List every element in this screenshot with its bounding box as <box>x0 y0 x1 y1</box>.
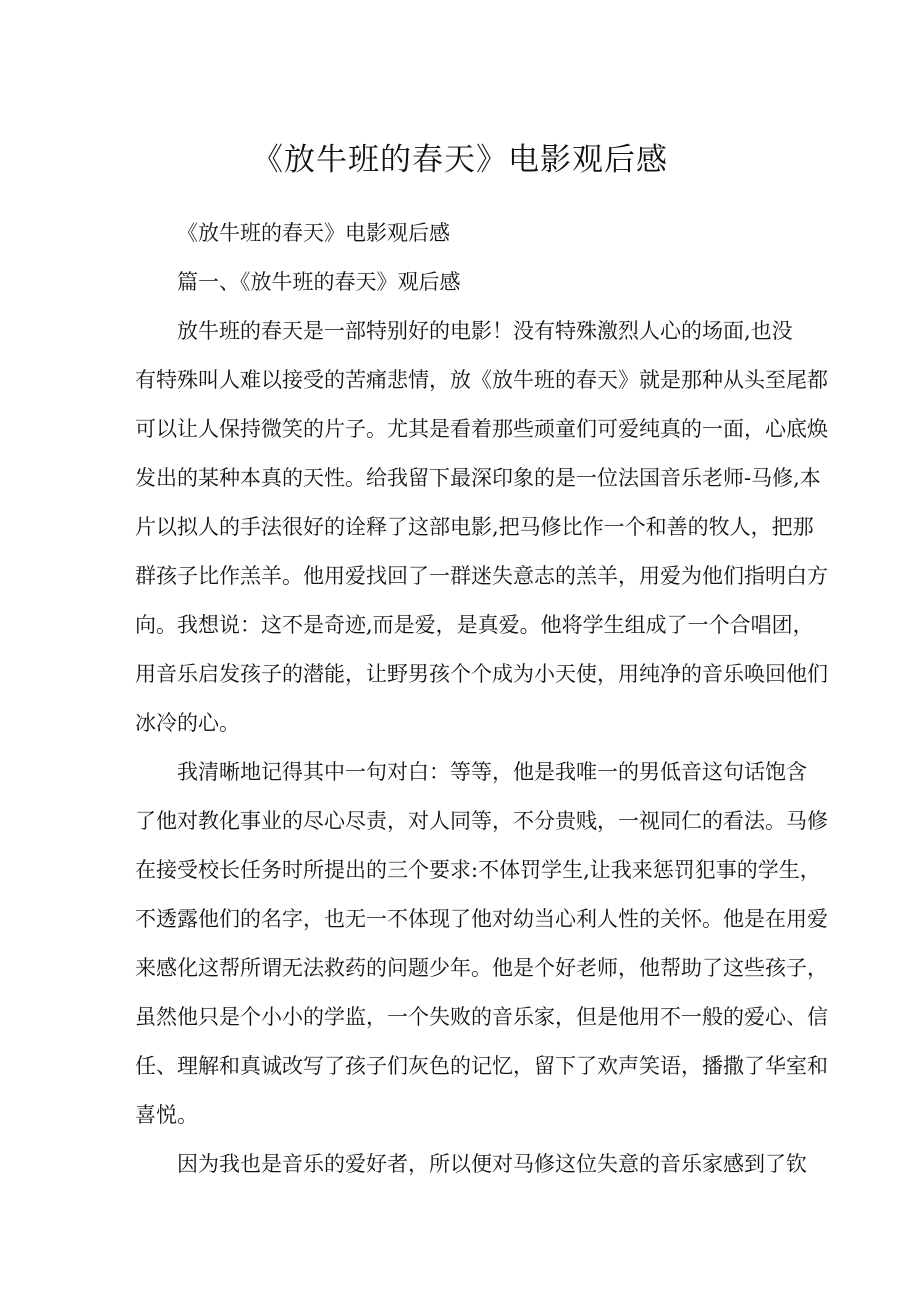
section-heading: 篇一、《放牛班的春天》观后感 <box>177 270 461 294</box>
paragraph-line: 来感化这帮所谓无法救药的问题少年。他是个好老师，他帮助了这些孩子， <box>135 956 828 980</box>
paragraph-line: 发出的某种本真的天性。给我留下最深印象的是一位法国音乐老师-马修,本 <box>135 466 821 490</box>
paragraph-line: 放牛班的春天是一部特别好的电影！没有特殊激烈人心的场面,也没 <box>177 319 793 343</box>
paragraph-line: 在接受校长任务时所提出的三个要求:不体罚学生,让我来惩罚犯事的学生， <box>135 858 821 882</box>
paragraph-line: 片以拟人的手法很好的诠释了这部电影,把马修比作一个和善的牧人，把那 <box>135 515 814 539</box>
paragraph-line: 群孩子比作羔羊。他用爱找回了一群迷失意志的羔羊，用爱为他们指明白方 <box>135 564 828 588</box>
paragraph-line: 可以让人保持微笑的片子。尤其是看着那些顽童们可爱纯真的一面，心底焕 <box>135 417 828 441</box>
paragraph-line: 我清晰地记得其中一句对白：等等，他是我唯一的男低音这句话饱含 <box>177 760 807 784</box>
paragraph-line: 冰冷的心。 <box>135 711 240 735</box>
paragraph-line: 喜悦。 <box>135 1103 198 1127</box>
document-title: 《放牛班的春天》电影观后感 <box>252 142 668 178</box>
paragraph-line: 不透露他们的名字，也无一不体现了他对幼当心利人性的关怀。他是在用爱 <box>135 907 828 931</box>
document-subtitle: 《放牛班的春天》电影观后感 <box>177 221 450 245</box>
paragraph-line: 任、理解和真诚改写了孩子们灰色的记忆，留下了欢声笑语，播撒了华室和 <box>135 1054 828 1078</box>
paragraph-line: 虽然他只是个小小的学监，一个失败的音乐家，但是他用不一般的爱心、信 <box>135 1005 828 1029</box>
paragraph-line: 了他对教化事业的尽心尽责，对人同等，不分贵贱，一视同仁的看法。马修 <box>135 809 828 833</box>
paragraph-line: 向。我想说：这不是奇迹,而是爱，是真爱。他将学生组成了一个合唱团， <box>135 613 814 637</box>
paragraph-line: 有特殊叫人难以接受的苦痛悲情，放《放牛班的春天》就是那种从头至尾都 <box>135 368 828 392</box>
paragraph-line: 用音乐启发孩子的潜能，让野男孩个个成为小天使，用纯净的音乐唤回他们 <box>135 662 828 686</box>
paragraph-line: 因为我也是音乐的爱好者，所以便对马修这位失意的音乐家感到了钦 <box>177 1152 807 1176</box>
